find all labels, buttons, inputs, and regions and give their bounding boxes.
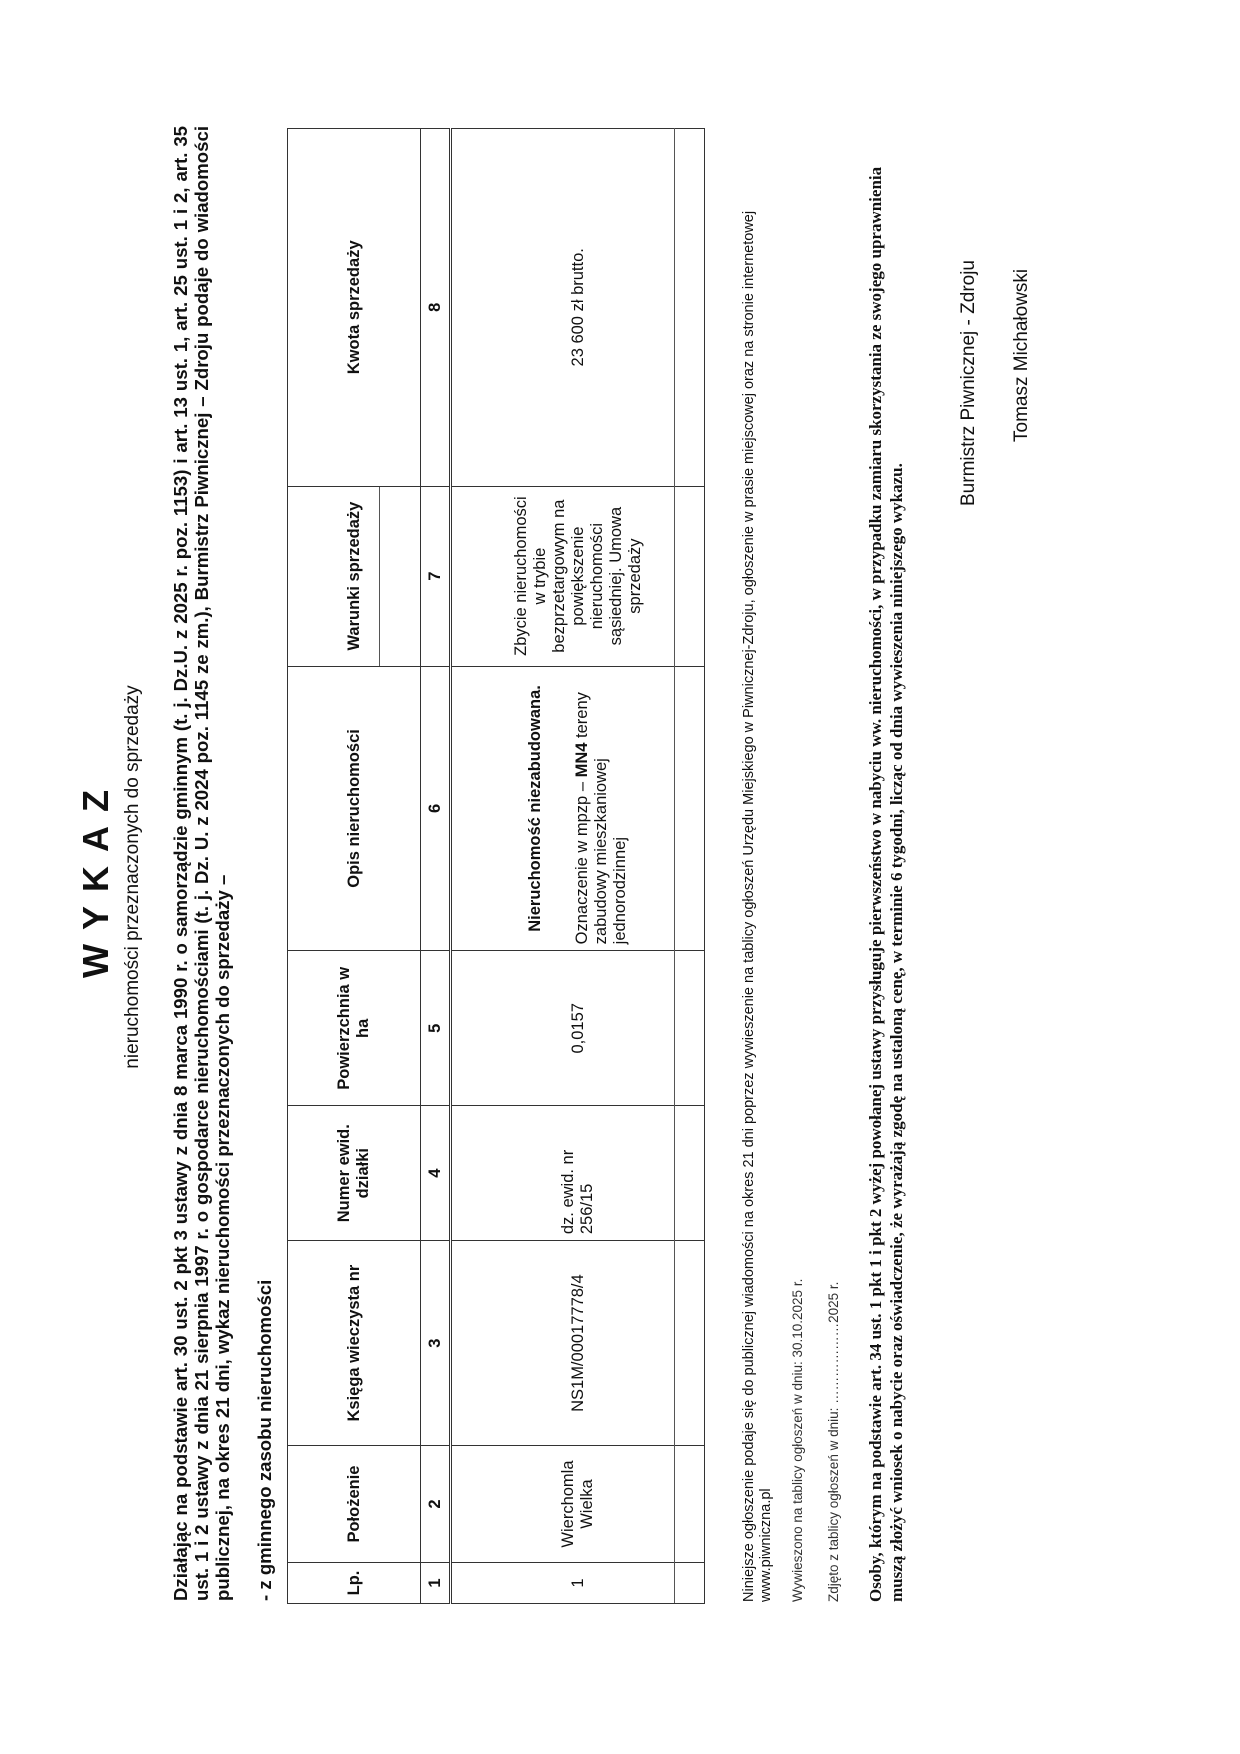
cell-kwota: 23 600 zł brutto. <box>451 129 705 487</box>
priority-rights-notice: Osoby, którym na podstawie art. 34 ust. 1 pkt 1 i pkt 2 wyżej powołanej ustawy przysługuje pierwszeństwo w nabyciu ww. nieruchomości, w przypadku zamiaru skorzystania ze swojego uprawnienia muszą złożyć wniosek o nabycie oraz oświadczenie, że wyrażają zgodę na ustaloną cenę, w terminie 6 tygodni, licząc od dnia wywieszenia niniejszego wykazu. <box>866 166 906 1602</box>
column-number: 6 <box>421 666 451 951</box>
header-powierzchnia: Powierzchnia w ha <box>288 951 421 1106</box>
column-number: 1 <box>421 1563 451 1604</box>
header-ksiega: Księga wieczysta nr <box>288 1241 421 1446</box>
header-polozenie: Położenie <box>288 1446 421 1563</box>
column-number: 5 <box>421 951 451 1106</box>
column-number: 3 <box>421 1241 451 1446</box>
header-lp: Lp. <box>288 1563 421 1604</box>
column-number: 7 <box>421 486 451 666</box>
opis-mpzp-code: MN4 <box>573 742 591 778</box>
table-row <box>451 129 705 1604</box>
signature-name: Tomasz Michałowski <box>1011 268 1032 442</box>
header-kwota <box>288 129 421 487</box>
cell-polozenie: Wierchomla Wielka <box>451 1446 705 1563</box>
cell-powierzchnia: 0,0157 <box>451 951 705 1106</box>
document-title: WYKAZ <box>75 776 116 978</box>
opis-block <box>526 673 630 945</box>
header-dzialka: Numer ewid. działki <box>288 1106 421 1241</box>
column-number: 8 <box>421 129 451 487</box>
header-opis: Opis nieruchomości <box>288 666 421 951</box>
cell-warunki: Zbycie nieruchomości w trybie bezprzetargowym na powiększenie nieruchomości sąsiedniej. Umowa sprzedaży <box>451 486 705 666</box>
opis-status: Nieruchomość niezabudowana. <box>526 685 544 932</box>
publication-note: Niniejsze ogłoszenie podaje się do publicznej wiadomości na okres 21 dni poprzez wywieszenie na tablicy ogłoszeń Urzędu Miejskiego w Piwnicznej-Zdroju, ogłoszenie w prasie miejscowej oraz na stronie internetowej www.piwniczna.pl <box>741 210 774 1602</box>
opis-mpzp-description: tereny zabudowy mieszkaniowej jednorodzinnej <box>573 692 629 945</box>
removed-date: Zdjęto z tablicy ogłoszeń w dniu: ………………2025 r. <box>826 1281 841 1602</box>
intro-paragraph: Działając na podstawie art. 30 ust. 2 pkt 3 ustawy z dnia 8 marca 1990 r. o samorządzie gminnym (t. j. Dz.U. z 2025 r. poz. 1153) i art. 13 ust. 1, art. 25 ust. 1 i 2, art. 35 ust. 1 i 2 ustawy z dnia 21 sierpnia 1997 r. o gospodarce nieruchomościami (t. j. Dz. U. z 2024 poz. 1145 ze zm.), Burmistrz Piwnicznej – Zdroju podaje do wiadomości publicznej, na okres 21 dni, wykaz nieruchomości przeznaczonych do sprzedaży – <box>170 126 233 1601</box>
property-table <box>287 128 705 1604</box>
signature-role: Burmistrz Piwnicznej - Zdroju <box>958 260 979 506</box>
table-number-row <box>421 129 451 1604</box>
table-header-row <box>288 129 421 1604</box>
document-subtitle: nieruchomości przeznaczonych do sprzedaży <box>122 685 143 1069</box>
cell-opis <box>451 666 705 951</box>
header-warunki-label: Warunki sprzedaży <box>344 501 363 651</box>
opis-mpzp-prefix: Oznaczenie w mpzp – <box>573 782 591 945</box>
cell-lp: 1 <box>451 1563 705 1604</box>
column-number: 2 <box>421 1446 451 1563</box>
intro-tail: - z gminnego zasobu nieruchomości <box>254 1279 275 1601</box>
header-kwota-label: Kwota sprzedaży <box>344 240 363 375</box>
posted-date: Wywieszono na tablicy ogłoszeń w dniu: 30.10.2025 r. <box>790 1278 805 1602</box>
column-number: 4 <box>421 1106 451 1241</box>
cell-ksiega: NS1M/00017778/4 <box>451 1241 705 1446</box>
header-warunki <box>288 486 421 666</box>
cell-dzialka: dz. ewid. nr 256/15 <box>451 1106 705 1241</box>
